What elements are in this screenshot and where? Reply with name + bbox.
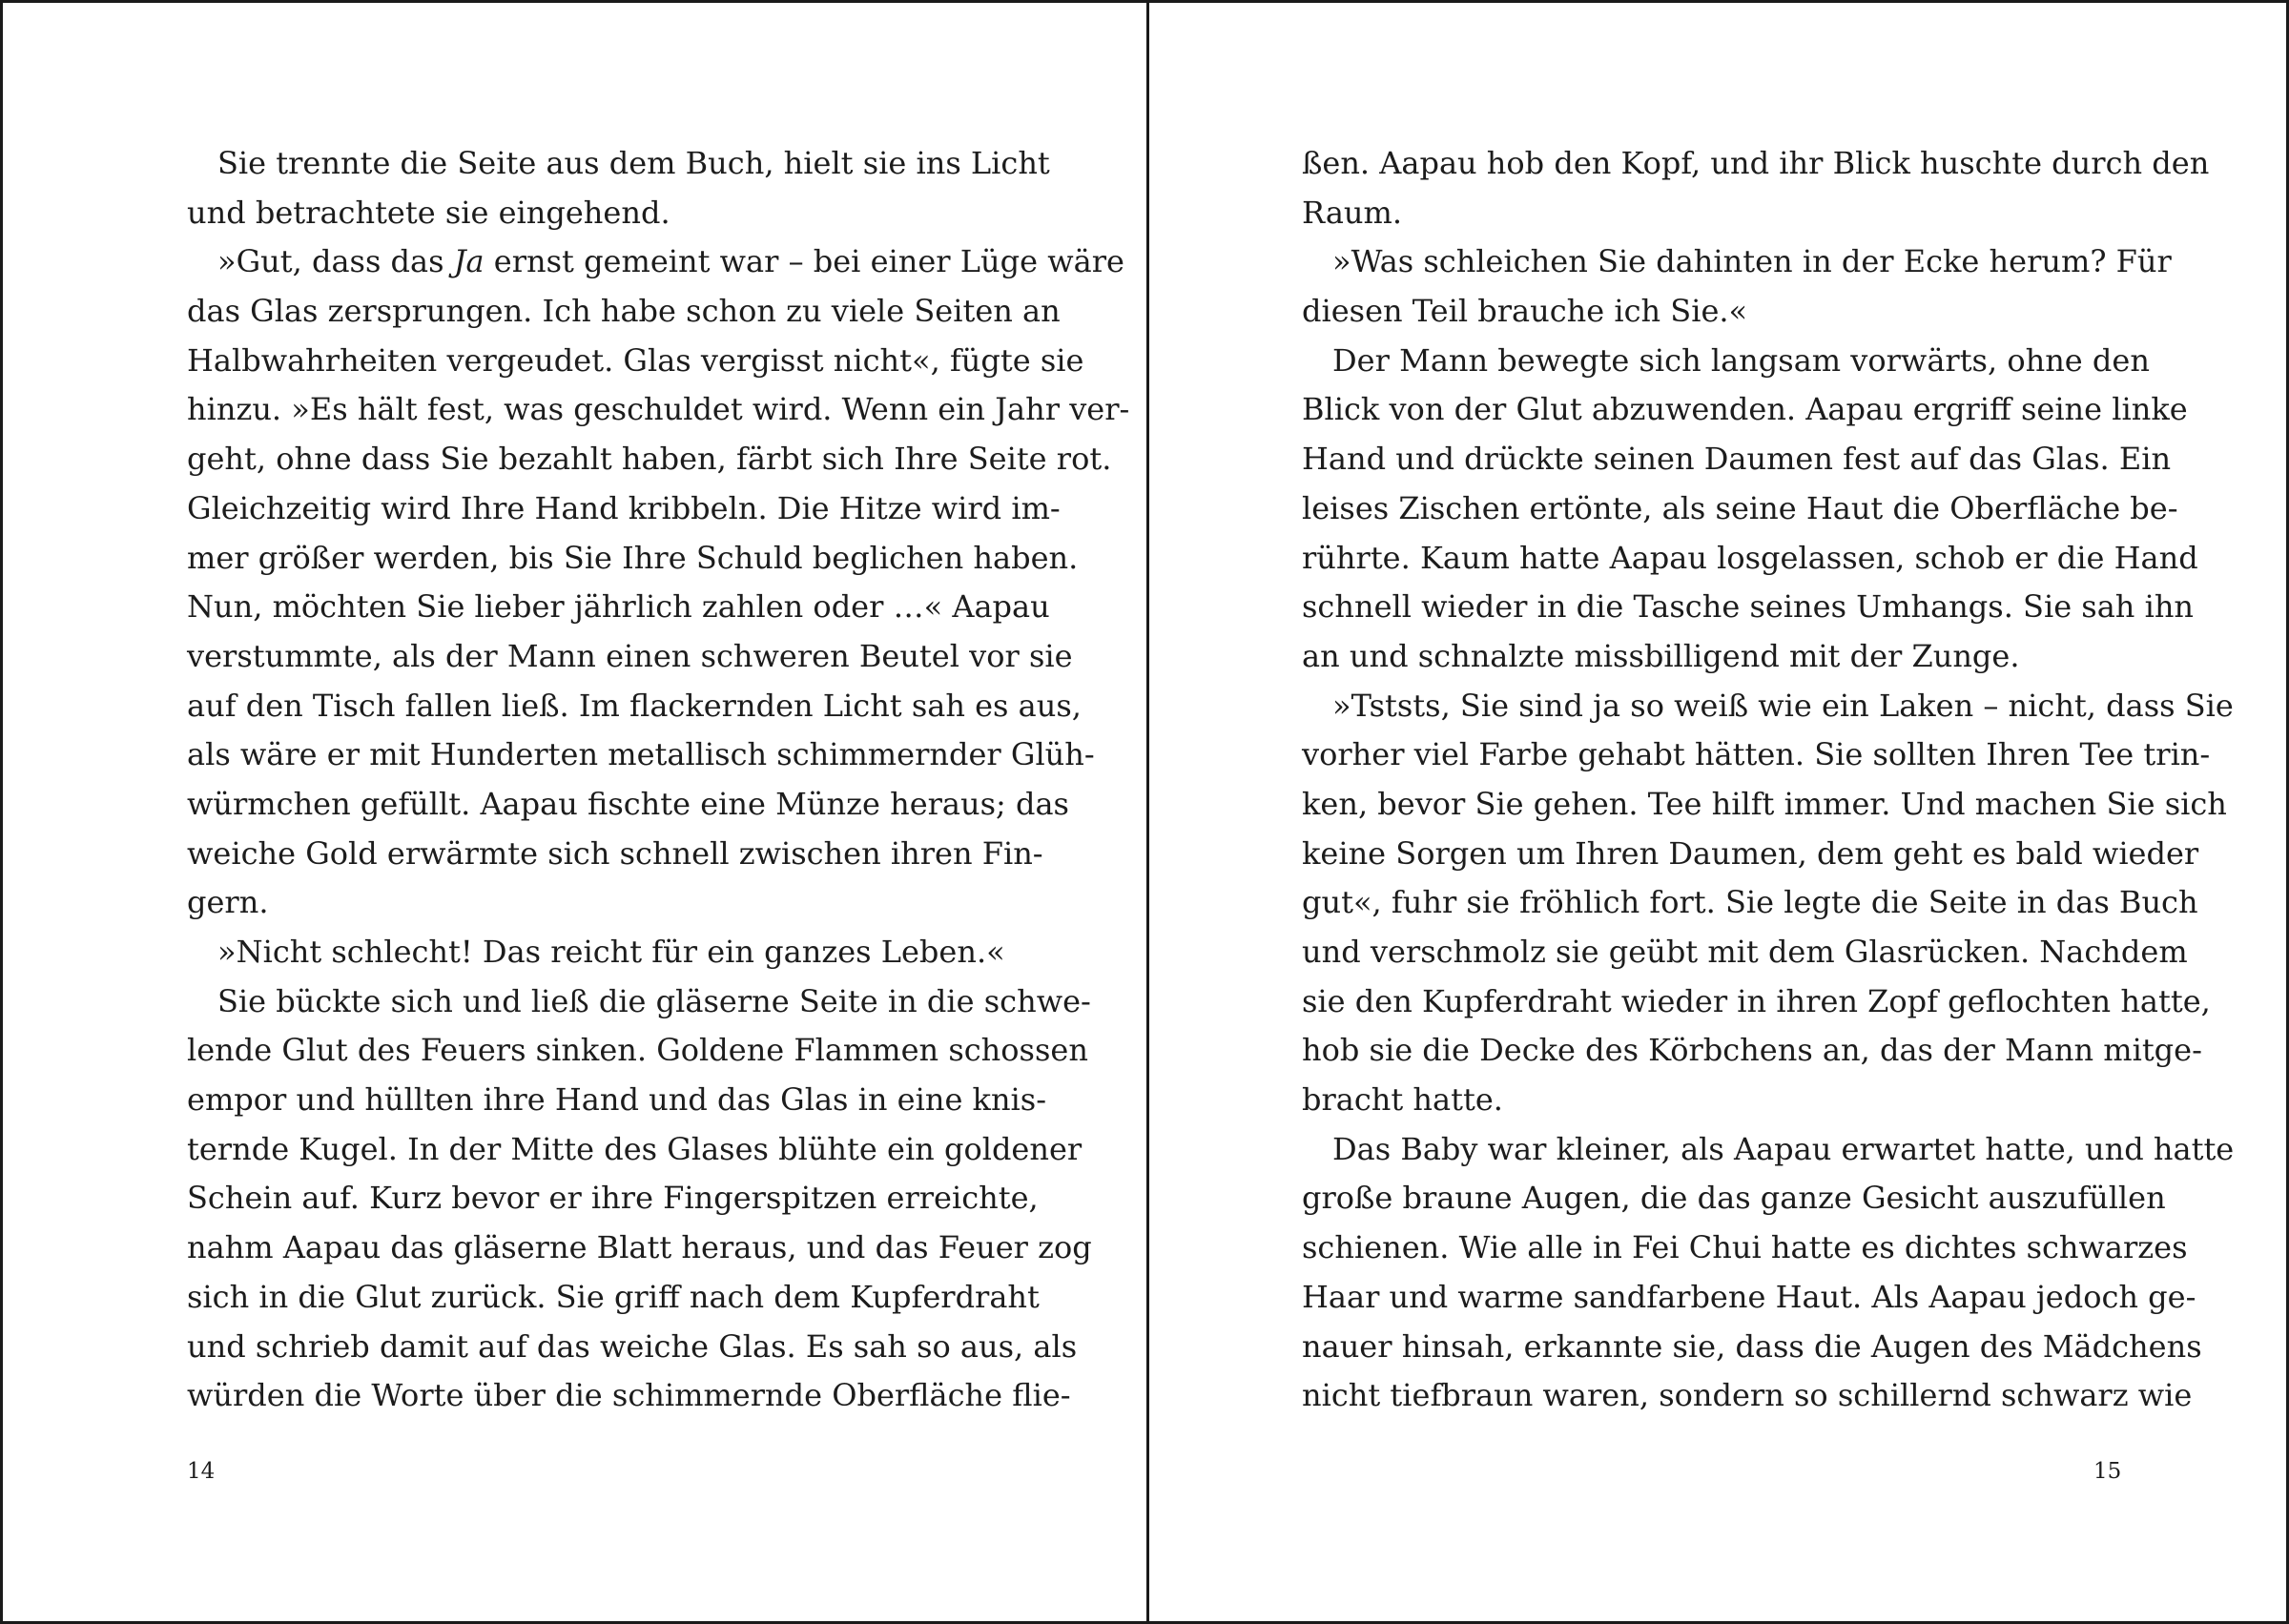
- text-line: Gleichzeitig wird Ihre Hand kribbeln. Die Hitze wird im-: [187, 489, 1061, 526]
- text-line: vorher viel Farbe gehabt hätten. Sie sollten Ihren Tee trin-: [1302, 736, 2211, 773]
- text-line: an und schnalzte missbilligend mit der Zunge.: [1302, 637, 2020, 674]
- text-line: Der Mann bewegte sich langsam vorwärts, ohne den: [1332, 341, 2150, 379]
- text-line: auf den Tisch fallen ließ. Im flackernden Licht sah es aus,: [187, 687, 1082, 724]
- text-line: keine Sorgen um Ihren Daumen, dem geht es bald wieder: [1302, 834, 2199, 872]
- text-line: [187, 237, 1124, 287]
- text-line: »Was schleichen Sie dahinten in der Ecke herum? Für: [1332, 243, 2172, 280]
- left-page-text: [187, 139, 1130, 1421]
- text-line: ken, bevor Sie gehen. Tee hilft immer. Und machen Sie sich: [1302, 785, 2227, 822]
- right-page-text: [1302, 139, 2235, 1421]
- emphasized-word: Ja: [453, 243, 485, 280]
- text-line: »Tststs, Sie sind ja so weiß wie ein Laken – nicht, dass Sie: [1332, 687, 2234, 724]
- text-line: empor und hüllten ihre Hand und das Glas in eine knis-: [187, 1081, 1047, 1119]
- page-number-right: 15: [2093, 1459, 2122, 1484]
- text-line: ternde Kugel. In der Mitte des Glases blühte ein goldener: [187, 1130, 1083, 1167]
- text-line: sich in die Glut zurück. Sie griff nach dem Kupferdraht: [187, 1278, 1040, 1315]
- text-line: lende Glut des Feuers sinken. Goldene Flammen schossen: [187, 1032, 1088, 1069]
- text-line: diesen Teil brauche ich Sie.«: [1302, 293, 1748, 330]
- text-line: würmchen gefüllt. Aapau fischte eine Münze heraus; das: [187, 785, 1069, 822]
- text-line: nauer hinsah, erkannte sie, dass die Augen des Mädchens: [1302, 1327, 2202, 1365]
- text-line: und betrachtete sie eingehend.: [187, 194, 670, 231]
- text-line: Haar und warme sandfarbene Haut. Als Aapau jedoch ge-: [1302, 1278, 2196, 1315]
- text-line: und verschmolz sie geübt mit dem Glasrücken. Nachdem: [1302, 934, 2188, 970]
- text-line: Nun, möchten Sie lieber jährlich zahlen oder …« Aapau: [187, 588, 1050, 626]
- text-line: und schrieb damit auf das weiche Glas. Es sah so aus, als: [187, 1327, 1078, 1365]
- text-line: bracht hatte.: [1302, 1081, 1503, 1119]
- text-line: leises Zischen ertönte, als seine Haut die Oberfläche be-: [1302, 489, 2178, 526]
- text-line: »Nicht schlecht! Das reicht für ein ganzes Leben.«: [217, 934, 1005, 970]
- text-line: gern.: [187, 884, 269, 921]
- text-line: rührte. Kaum hatte Aapau losgelassen, schob er die Hand: [1302, 539, 2198, 576]
- text-line: nicht tiefbraun waren, sondern so schillernd schwarz wie: [1302, 1377, 2193, 1414]
- text-line: Blick von der Glut abzuwenden. Aapau ergriff seine linke: [1302, 391, 2188, 428]
- text-line: schnell wieder in die Tasche seines Umhangs. Sie sah ihn: [1302, 588, 2195, 626]
- text-line: geht, ohne dass Sie bezahlt haben, färbt sich Ihre Seite rot.: [187, 441, 1112, 478]
- text-line: große braune Augen, die das ganze Gesicht auszufüllen: [1302, 1180, 2166, 1217]
- text-line: sie den Kupferdraht wieder in ihren Zopf geflochten hatte,: [1302, 982, 2211, 1019]
- text-line: schienen. Wie alle in Fei Chui hatte es dichtes schwarzes: [1302, 1229, 2188, 1266]
- text-line: mer größer werden, bis Sie Ihre Schuld beglichen haben.: [187, 539, 1079, 576]
- text-line: Sie trennte die Seite aus dem Buch, hielt sie ins Licht: [217, 145, 1050, 181]
- text-line: hob sie die Decke des Körbchens an, das der Mann mitge-: [1302, 1032, 2202, 1069]
- text-line: Hand und drückte seinen Daumen fest auf das Glas. Ein: [1302, 441, 2172, 478]
- text-line: verstummte, als der Mann einen schweren Beutel vor sie: [187, 637, 1073, 674]
- text-line: als wäre er mit Hunderten metallisch schimmernder Glüh-: [187, 736, 1095, 773]
- text-segment: »Gut, dass das: [217, 243, 454, 280]
- page-number-left: 14: [187, 1459, 216, 1484]
- text-line: Halbwahrheiten vergeudet. Glas vergisst nicht«, fügte sie: [187, 341, 1084, 379]
- text-line: Raum.: [1302, 194, 1403, 231]
- left-page: [3, 3, 1146, 1621]
- text-line: ßen. Aapau hob den Kopf, und ihr Blick huschte durch den: [1302, 145, 2210, 181]
- text-segment: ernst gemeint war – bei einer Lüge wäre: [484, 243, 1124, 280]
- text-line: hinzu. »Es hält fest, was geschuldet wird. Wenn ein Jahr ver-: [187, 391, 1130, 428]
- text-line: Schein auf. Kurz bevor er ihre Fingerspitzen erreichte,: [187, 1180, 1039, 1217]
- text-line: Das Baby war kleiner, als Aapau erwartet hatte, und hatte: [1332, 1130, 2235, 1167]
- right-page: [1149, 3, 2286, 1621]
- text-line: weiche Gold erwärmte sich schnell zwischen ihren Fin-: [187, 834, 1043, 872]
- text-line: Sie bückte sich und ließ die gläserne Seite in die schwe-: [217, 982, 1091, 1019]
- text-line: das Glas zersprungen. Ich habe schon zu viele Seiten an: [187, 293, 1061, 330]
- text-line: nahm Aapau das gläserne Blatt heraus, und das Feuer zog: [187, 1229, 1092, 1266]
- text-line: würden die Worte über die schimmernde Oberfläche flie-: [187, 1377, 1071, 1414]
- text-line: gut«, fuhr sie fröhlich fort. Sie legte die Seite in das Buch: [1302, 884, 2198, 921]
